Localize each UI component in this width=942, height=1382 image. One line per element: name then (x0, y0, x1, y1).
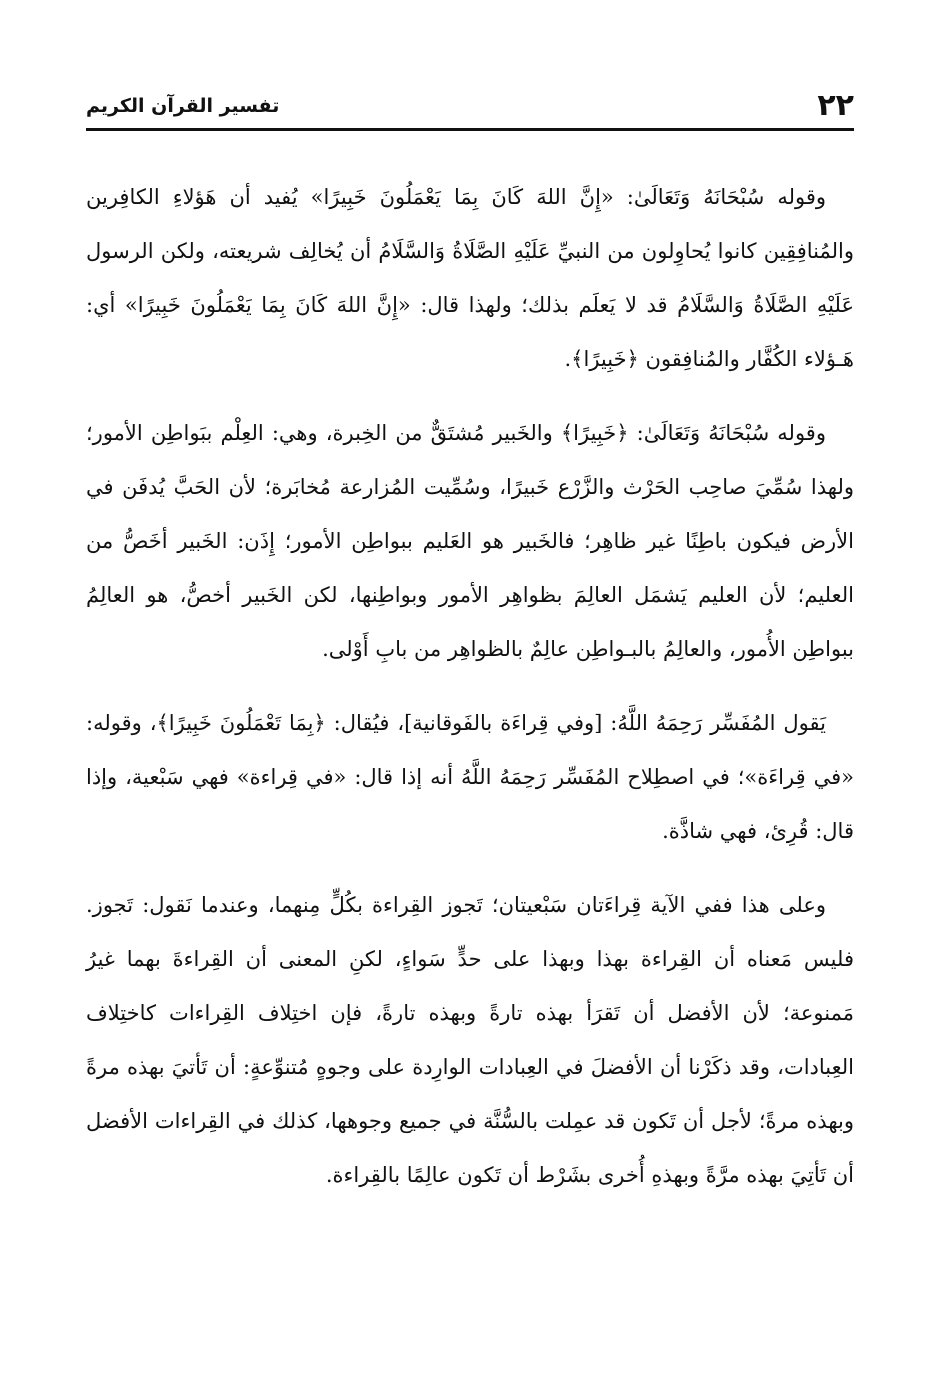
paragraph-4 (86, 878, 854, 1202)
paragraph-3-text: يَقول المُفَسِّر رَحِمَهُ اللَّهُ: [وفي قِراءَة بالفَوقانية]، فيُقال: ﴿بِمَا تَعْمَلُونَ خَبِيرًا﴾، وقوله: «في قِراءَة»؛ في اصطِلاح المُفَسِّر رَحِمَهُ اللَّهُ أنه إذا قال: «في قِراءة» فهي سَبْعية، وإذا قال: قُرِئ، فهي شاذَّة. (86, 711, 854, 843)
paragraph-1 (86, 170, 854, 386)
paragraph-4-text: وعلى هذا ففي الآية قِراءَتان سَبْعيتان؛ تَجوز القِراءة بكُلٍّ مِنهما، وعندما نَقول: تَجوز. فليس مَعناه أن القِراءة بهذا وبهذا على حدٍّ سَواءٍ، لكنِ المعنى أن القِراءةَ بهما غيرُ مَمنوعة؛ لأن الأفضل أن تَقرَأ بهذه تارةً وبهذه تارةً، فإن اختِلاف القِراءات كاختِلاف العِبادات، وقد ذكَرْنا أن الأفضلَ في العِبادات الوارِدة على وجوهٍ مُتنوِّعةٍ: أن تَأتيَ بهذه مرةً وبهذه مرةً؛ لأجل أن تَكون قد عمِلت بالسُّنَّة في جميع وجوهها، كذلك في القِراءات الأفضل أن تَأتِيَ بهذه مرَّةً وبهذهِ أُخرى بشَرْط أن تَكون عالِمًا بالقِراءة. (86, 893, 854, 1187)
paragraph-2-text: وقوله سُبْحَانَهُ وَتَعَالَىٰ: ﴿خَبِيرًا﴾ والخَبير مُشتَقٌّ من الخِبرة، وهي: العِلْم ببَواطِن الأمور؛ ولهذا سُمِّيَ صاحِب الحَرْث والزَّرْع خَبيرًا، وسُمِّيت المُزارعة مُخابَرة؛ لأن الحَبَّ يُدفَن في الأرض فيكون باطِنًا غير ظاهِر؛ فالخَبير هو العَليم ببواطِن الأمور؛ إِذَن: الخَبير أخَصُّ من العليم؛ لأن العليم يَشمَل العالِمَ بظواهِر الأمور وبواطِنها، لكن الخَبير أخصُّ، هو العالِمُ ببواطِن الأُمور، والعالِمُ بالبـواطِن عالِمٌ بالظواهِر من بابِ أَوْلى. (86, 421, 854, 661)
running-title: تفسير القرآن الكريم (86, 95, 280, 117)
page-header (86, 88, 854, 124)
paragraph-2 (86, 406, 854, 676)
body-text (86, 170, 854, 1222)
page-number: ٢٢ (817, 88, 854, 123)
header-rule (86, 128, 854, 131)
paragraph-1-text: وقوله سُبْحَانَهُ وَتَعَالَىٰ: «إِنَّ اللهَ كَانَ بِمَا يَعْمَلُونَ خَبِيرًا» يُفيد أن هَؤلاءِ الكافِرين والمُنافِقِين كانوا يُحاوِلون من النبيِّ عَلَيْهِ الصَّلَاةُ وَالسَّلَامُ أن يُخالِف شريعته، ولكن الرسول عَلَيْهِ الصَّلَاةُ وَالسَّلَامُ قد لا يَعلَم بذلك؛ ولهذا قال: «إِنَّ اللهَ كَانَ بِمَا يَعْمَلُونَ خَبِيرًا» أي: هَـؤلاء الكُفَّار والمُنافِقون ﴿خَبِيرًا﴾. (86, 185, 854, 371)
paragraph-3 (86, 696, 854, 858)
